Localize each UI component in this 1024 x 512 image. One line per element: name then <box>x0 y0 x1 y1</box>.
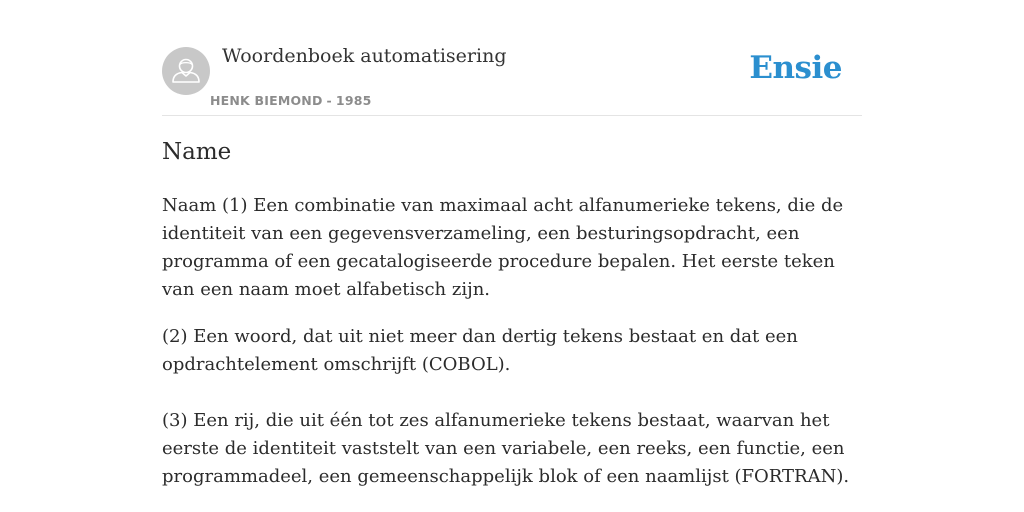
definition-paragraph-3: (3) Een rij, die uit één tot zes alfanumerieke tekens bestaat, waarvan het eerste de identiteit vaststelt van een variabele, een reeks, een functie, een programmadeel, een gemeenschappelijk blok of een naamlijst (FORTRAN). <box>162 410 850 487</box>
meta-separator: - <box>326 93 332 108</box>
publication-year: 1985 <box>335 93 372 108</box>
definition-paragraph-2: (2) Een woord, dat uit niet meer dan dertig tekens bestaat en dat een opdrachtelement omschrijft (COBOL). <box>162 326 798 375</box>
header <box>162 0 862 116</box>
user-icon <box>162 47 210 95</box>
avatar[interactable] <box>162 47 210 95</box>
page <box>162 0 862 512</box>
entry-title: Name <box>162 139 232 165</box>
author-name[interactable]: HENK BIEMOND <box>210 93 323 108</box>
book-title[interactable]: Woordenboek automatisering <box>222 45 507 67</box>
book-meta <box>210 93 372 108</box>
brand-logo[interactable]: Ensie <box>749 50 842 86</box>
definition-paragraph-1: Naam (1) Een combinatie van maximaal acht alfanumerieke tekens, die de identiteit van een gegevensverzameling, een besturingsopdracht, een programma of een gecatalogiseerde procedure bepalen. Het eerste teken van een naam moet alfabetisch zijn. <box>162 195 844 300</box>
